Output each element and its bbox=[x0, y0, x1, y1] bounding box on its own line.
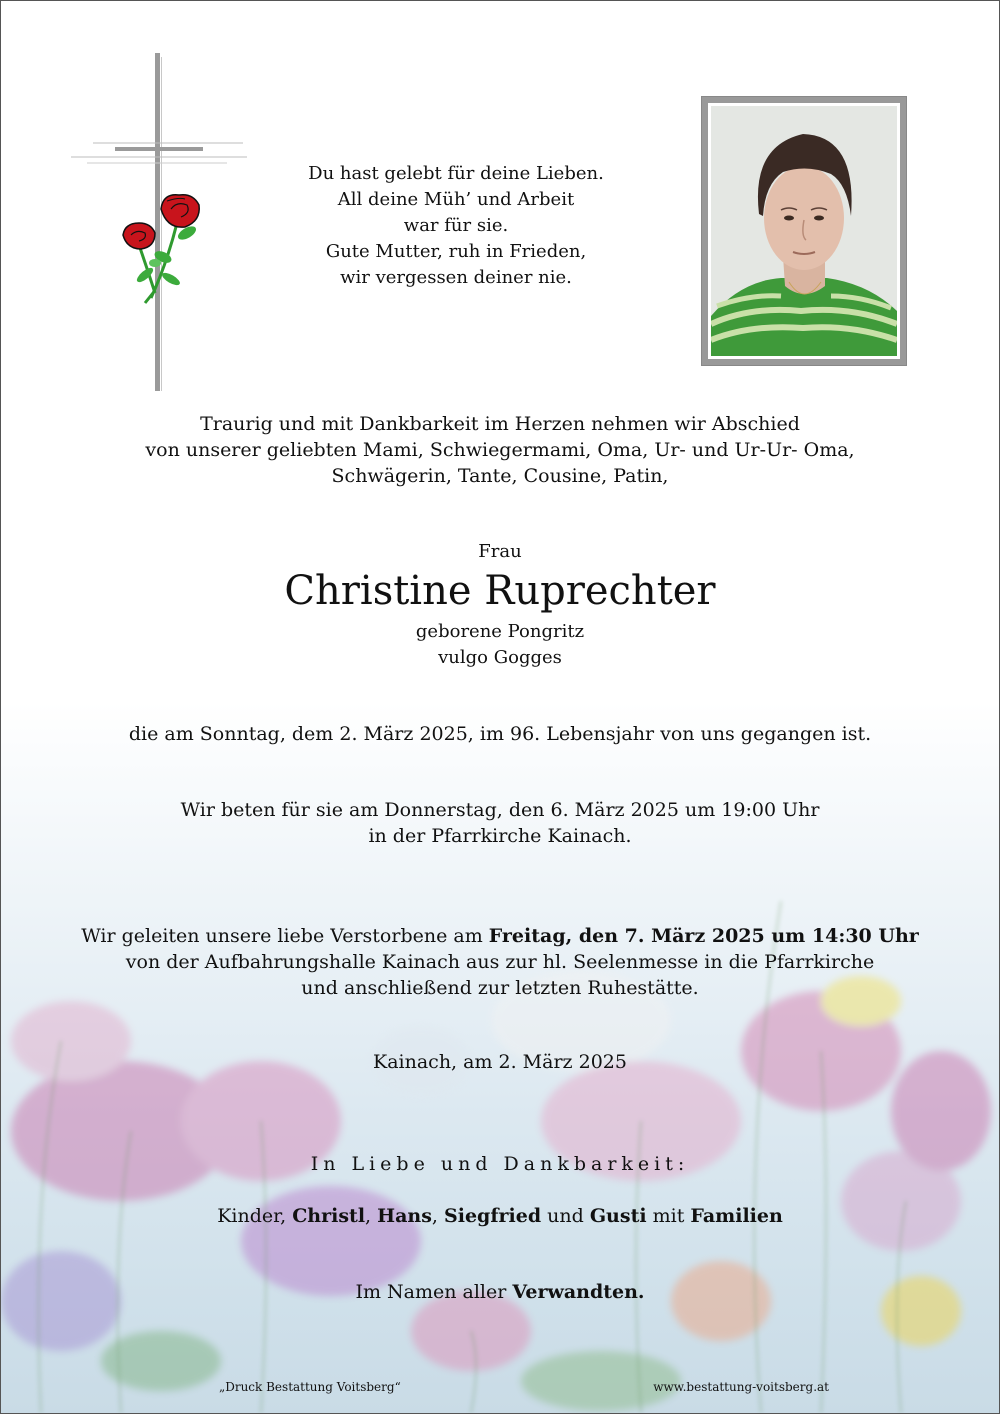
birth-name: geborene Pongritz bbox=[415, 621, 585, 642]
intro-line: Traurig und mit Dankbarkeit im Herzen nehmen wir Abschied bbox=[200, 413, 800, 435]
place-date: Kainach, am 2. März 2025 bbox=[373, 1051, 627, 1073]
death-notice: die am Sonntag, dem 2. März 2025, im 96. Lebensjahr von uns gegangen ist. bbox=[128, 723, 872, 745]
separator: mit bbox=[646, 1205, 691, 1227]
prayer-line: Wir beten für sie am Donnerstag, den 6. März 2025 um 19:00 Uhr bbox=[180, 799, 820, 821]
relatives-prefix: Im Namen aller bbox=[355, 1281, 513, 1303]
funeral-line-3: und anschließend zur letzten Ruhestätte. bbox=[301, 977, 699, 999]
mourner-name: Christl bbox=[292, 1205, 366, 1227]
separator: und bbox=[541, 1205, 590, 1227]
funeral-line-1 bbox=[1, 923, 999, 949]
poem-line: war für sie. bbox=[403, 215, 509, 236]
funeral-line-1-prefix: Wir geleiten unsere liebe Verstorbene am bbox=[81, 925, 489, 947]
portrait-frame bbox=[701, 96, 907, 366]
poem-line: wir vergessen deiner nie. bbox=[340, 267, 572, 288]
poem-line: Du hast gelebt für deine Lieben. bbox=[308, 163, 604, 184]
deceased-name: Christine Ruprechter bbox=[284, 568, 716, 614]
mourners bbox=[1, 1203, 999, 1229]
funeral-notice bbox=[1, 923, 999, 1001]
poem bbox=[261, 161, 651, 291]
mourners-prefix: Kinder, bbox=[217, 1205, 293, 1227]
poem-line: Gute Mutter, ruh in Frieden, bbox=[325, 241, 587, 262]
intro-line: Schwägerin, Tante, Cousine, Patin, bbox=[331, 465, 669, 487]
alias-name: vulgo Gogges bbox=[438, 647, 562, 668]
mourner-name: Hans bbox=[377, 1205, 432, 1227]
gratitude-heading: In Liebe und Dankbarkeit: bbox=[310, 1153, 690, 1175]
poem-line: All deine Müh’ und Arbeit bbox=[337, 189, 575, 210]
relatives-bold: Verwandten. bbox=[512, 1281, 645, 1303]
footer-website[interactable]: www.bestattung-voitsberg.at bbox=[653, 1380, 829, 1394]
salutation: Frau bbox=[478, 541, 522, 562]
cross-with-roses-icon bbox=[67, 53, 253, 395]
mourner-name: Gusti bbox=[589, 1205, 647, 1227]
relatives-line bbox=[1, 1279, 999, 1305]
mourner-families: Familien bbox=[690, 1205, 783, 1227]
prayer-line: in der Pfarrkirche Kainach. bbox=[368, 825, 632, 847]
separator: , bbox=[365, 1205, 378, 1227]
funeral-date-time: Freitag, den 7. März 2025 um 14:30 Uhr bbox=[488, 925, 919, 947]
portrait-photo bbox=[711, 106, 897, 356]
intro-text bbox=[1, 411, 999, 489]
intro-line: von unserer geliebten Mami, Schwiegermami, Oma, Ur- und Ur-Ur- Oma, bbox=[145, 439, 855, 461]
separator: , bbox=[431, 1205, 445, 1227]
footer-printer: „Druck Bestattung Voitsberg“ bbox=[219, 1380, 401, 1394]
mourner-name: Siegfried bbox=[444, 1205, 542, 1227]
funeral-line-2: von der Aufbahrungshalle Kainach aus zur hl. Seelenmesse in die Pfarrkirche bbox=[125, 951, 875, 973]
prayer-notice bbox=[1, 797, 999, 849]
